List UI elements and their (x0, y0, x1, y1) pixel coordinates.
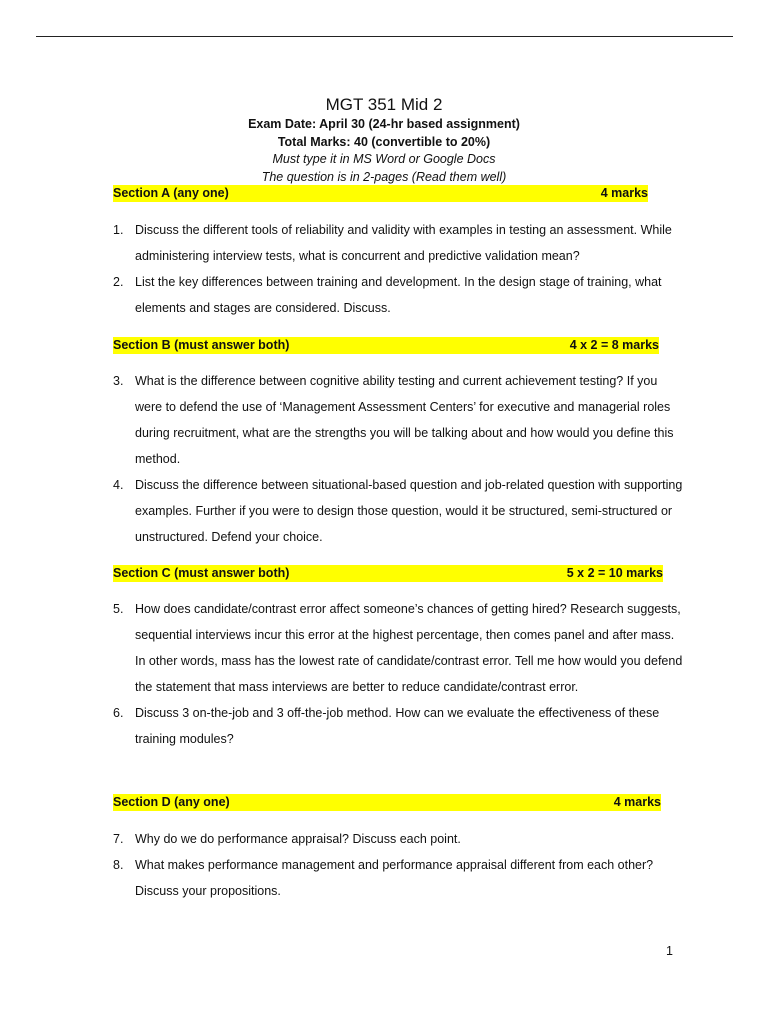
question-text: Discuss 3 on-the-job and 3 off-the-job method. How can we evaluate the effectiveness of these training modules? (135, 706, 660, 746)
section-b-questions (113, 368, 683, 550)
format-instruction: Must type it in MS Word or Google Docs (272, 152, 496, 166)
section-a-header (113, 185, 648, 202)
section-c-marks: 5 x 2 = 10 marks (566, 566, 663, 580)
exam-header (0, 94, 768, 186)
question-number: 2. (113, 275, 124, 289)
pages-instruction: The question is in 2-pages (Read them well) (261, 169, 507, 184)
section-a-marks: 4 marks (600, 186, 648, 200)
page-title: MGT 351 Mid 2 (325, 95, 443, 114)
question-number: 1. (113, 223, 124, 237)
question-text: Discuss the different tools of reliability and validity with examples in testing an assessment. While administering interview tests, what is concurrent and predictive validation mean? (135, 223, 672, 263)
question-8 (113, 852, 683, 904)
question-5 (113, 596, 683, 700)
page-number: 1 (666, 944, 673, 958)
question-number: 5. (113, 602, 124, 616)
section-b-header (113, 337, 659, 354)
section-d-marks: 4 marks (613, 795, 661, 809)
section-c-header (113, 565, 663, 582)
section-a-questions (113, 217, 683, 321)
question-number: 8. (113, 858, 124, 872)
question-text: List the key differences between training and development. In the design stage of training, what elements and stages are considered. Discuss. (135, 275, 662, 315)
question-text: What makes performance management and performance appraisal different from each other? Discuss your propositions. (135, 858, 654, 898)
exam-date: Exam Date: April 30 (24-hr based assignment) (248, 117, 520, 131)
question-text: Why do we do performance appraisal? Discuss each point. (135, 832, 461, 846)
question-2 (113, 269, 683, 321)
question-text: Discuss the difference between situational-based question and job-related question with supporting examples. Further if you were to design those question, would it be structured, semi-structured or unstructured. Defend your choice. (135, 478, 683, 544)
question-text: How does candidate/contrast error affect someone’s chances of getting hired? Research suggests, sequential interviews incur this error at the highest percentage, then comes panel and after mass. In other words, mass has the lowest rate of candidate/contrast error. Tell me how would you defend the statement that mass interviews are better to reduce candidate/contrast error. (135, 602, 683, 694)
section-c-questions (113, 596, 683, 752)
question-number: 3. (113, 374, 124, 388)
question-6 (113, 700, 683, 752)
question-4 (113, 472, 683, 550)
section-d-questions (113, 826, 683, 904)
total-marks: Total Marks: 40 (convertible to 20%) (277, 134, 491, 149)
question-7 (113, 826, 683, 852)
question-text: What is the difference between cognitive ability testing and current achievement testing? If you were to defend the use of ‘Management Assessment Centers’ for executive and managerial roles during recruitment, what are the strengths you will be talking about and how would you define this method. (135, 374, 674, 466)
question-1 (113, 217, 683, 269)
header-rule (36, 36, 733, 37)
question-3 (113, 368, 683, 472)
section-c-title: Section C (must answer both) (113, 566, 290, 580)
section-a-title: Section A (any one) (113, 186, 229, 200)
section-b-marks: 4 x 2 = 8 marks (569, 338, 659, 352)
question-number: 7. (113, 832, 124, 846)
question-number: 4. (113, 478, 124, 492)
section-d-header (113, 794, 661, 811)
section-d-title: Section D (any one) (113, 795, 230, 809)
section-b-title: Section B (must answer both) (113, 338, 290, 352)
question-number: 6. (113, 706, 124, 720)
